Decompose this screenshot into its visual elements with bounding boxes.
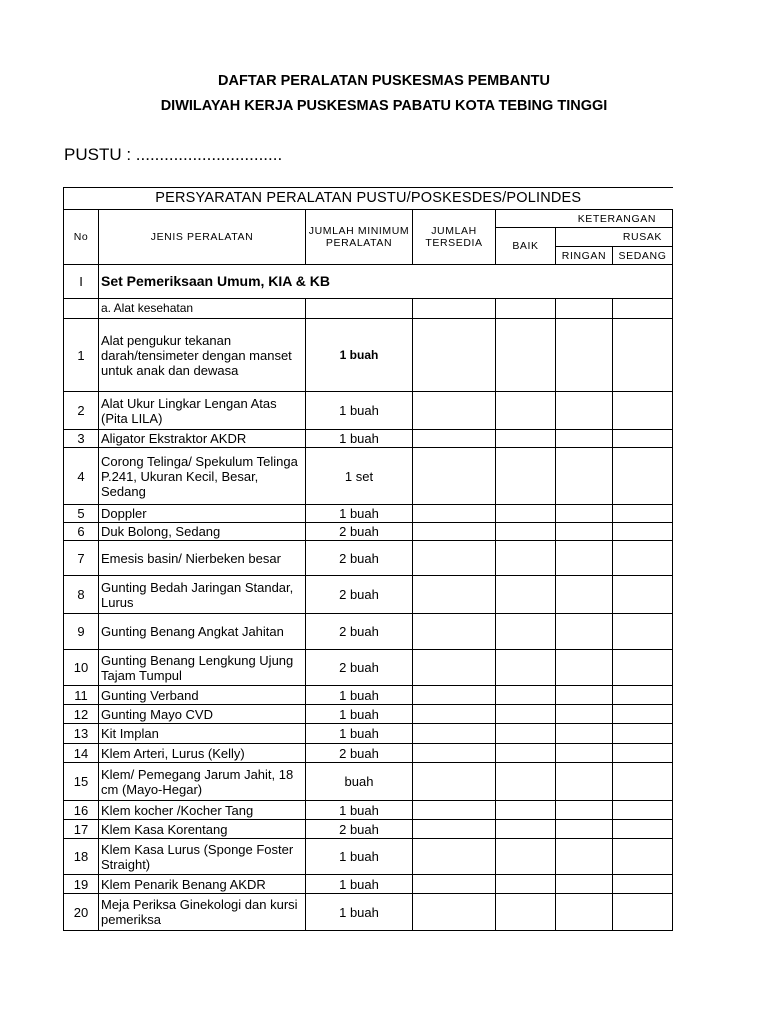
sedang-cell: [613, 430, 673, 448]
table-row: [64, 505, 673, 523]
row-number: 17: [64, 820, 99, 839]
sedang-cell: [613, 505, 673, 523]
minimum-quantity: 1 buah: [306, 686, 413, 705]
ringan-cell: [556, 319, 613, 392]
ringan-cell: [556, 614, 613, 650]
table-row: [64, 820, 673, 839]
equipment-name: Gunting Mayo CVD: [99, 705, 306, 724]
sedang-cell: [613, 724, 673, 744]
sedang-cell: [613, 744, 673, 763]
ringan-cell: [556, 705, 613, 724]
equipment-name: Emesis basin/ Nierbeken besar: [99, 541, 306, 576]
minimum-quantity: 1 buah: [306, 505, 413, 523]
sedang-cell: [613, 576, 673, 614]
minimum-quantity: 2 buah: [306, 650, 413, 686]
equipment-name: Duk Bolong, Sedang: [99, 523, 306, 541]
equipment-name: Alat Ukur Lingkar Lengan Atas (Pita LILA): [99, 392, 306, 430]
available-quantity-cell: [413, 505, 496, 523]
equipment-name: Klem kocher /Kocher Tang: [99, 801, 306, 820]
ringan-cell: [556, 894, 613, 931]
baik-cell: [496, 541, 556, 576]
minimum-quantity: 2 buah: [306, 744, 413, 763]
row-number: 3: [64, 430, 99, 448]
table-row: [64, 523, 673, 541]
table-row: [64, 724, 673, 744]
ringan-cell: [556, 839, 613, 875]
ringan-cell: [556, 650, 613, 686]
available-quantity-cell: [413, 724, 496, 744]
pustu-label: PUSTU : ...............................: [64, 145, 283, 164]
table-row: [64, 392, 673, 430]
row-number: 7: [64, 541, 99, 576]
ringan-cell: [556, 541, 613, 576]
equipment-name: Corong Telinga/ Spekulum Telinga P.241, Ukuran Kecil, Besar, Sedang: [99, 448, 306, 505]
available-quantity-cell: [413, 392, 496, 430]
sedang-cell: [613, 541, 673, 576]
minimum-quantity: 1 buah: [306, 392, 413, 430]
col-jenis-header: JENIS PERALATAN: [99, 210, 306, 265]
equipment-name: Klem Kasa Korentang: [99, 820, 306, 839]
baik-cell: [496, 686, 556, 705]
equipment-name: Klem Penarik Benang AKDR: [99, 875, 306, 894]
available-quantity-cell: [413, 705, 496, 724]
baik-cell: [496, 614, 556, 650]
ringan-cell: [556, 820, 613, 839]
baik-cell: [496, 744, 556, 763]
baik-cell: [496, 650, 556, 686]
row-number: 18: [64, 839, 99, 875]
equipment-name: Klem Kasa Lurus (Sponge Foster Straight): [99, 839, 306, 875]
row-number: 11: [64, 686, 99, 705]
available-quantity-cell: [413, 801, 496, 820]
ringan-cell: [556, 430, 613, 448]
table-row: [64, 576, 673, 614]
available-quantity-cell: [413, 614, 496, 650]
equipment-name: Gunting Bedah Jaringan Standar, Lurus: [99, 576, 306, 614]
baik-cell: [496, 705, 556, 724]
sedang-cell: [613, 801, 673, 820]
ringan-cell: [556, 392, 613, 430]
row-number: 5: [64, 505, 99, 523]
available-quantity-cell: [413, 523, 496, 541]
ringan-cell: [556, 576, 613, 614]
sedang-cell: [613, 650, 673, 686]
equipment-name: Meja Periksa Ginekologi dan kursi pemeriksa: [99, 894, 306, 931]
table-main-header: PERSYARATAN PERALATAN PUSTU/POSKESDES/POLINDES: [64, 188, 673, 210]
row-number: 8: [64, 576, 99, 614]
table-row: [64, 705, 673, 724]
available-quantity-cell: [413, 576, 496, 614]
equipment-name: Klem/ Pemegang Jarum Jahit, 18 cm (Mayo-Hegar): [99, 763, 306, 801]
table-row: [64, 839, 673, 875]
subsection-label: a. Alat kesehatan: [99, 299, 306, 319]
table-row: [64, 614, 673, 650]
row-number: 4: [64, 448, 99, 505]
row-number: 9: [64, 614, 99, 650]
table-row: [64, 801, 673, 820]
minimum-quantity: 1 set: [306, 448, 413, 505]
equipment-name: Klem Arteri, Lurus (Kelly): [99, 744, 306, 763]
section-title: Set Pemeriksaan Umum, KIA & KB: [99, 265, 673, 299]
minimum-quantity: 1 buah: [306, 894, 413, 931]
minimum-quantity: 1 buah: [306, 430, 413, 448]
table-row: [64, 448, 673, 505]
document-subtitle: DIWILAYAH KERJA PUSKESMAS PABATU KOTA TEBING TINGGI: [160, 98, 608, 114]
sedang-cell: [613, 448, 673, 505]
ringan-cell: [556, 686, 613, 705]
sedang-cell: [613, 839, 673, 875]
equipment-table: [63, 187, 673, 931]
row-number: 20: [64, 894, 99, 931]
equipment-name: Gunting Benang Angkat Jahitan: [99, 614, 306, 650]
available-quantity-cell: [413, 650, 496, 686]
available-quantity-cell: [413, 744, 496, 763]
table-row: [64, 894, 673, 931]
equipment-name: Aligator Ekstraktor AKDR: [99, 430, 306, 448]
ringan-cell: [556, 448, 613, 505]
col-baik-header: BAIK: [496, 228, 556, 265]
equipment-name: Kit Implan: [99, 724, 306, 744]
available-quantity-cell: [413, 541, 496, 576]
col-jumlah-tersedia-header: JUMLAH TERSEDIA: [413, 210, 496, 265]
baik-cell: [496, 448, 556, 505]
baik-cell: [496, 505, 556, 523]
baik-cell: [496, 820, 556, 839]
minimum-quantity: 2 buah: [306, 523, 413, 541]
row-number: 6: [64, 523, 99, 541]
table-row: [64, 541, 673, 576]
section-number: I: [64, 265, 99, 299]
row-number: 14: [64, 744, 99, 763]
available-quantity-cell: [413, 763, 496, 801]
baik-cell: [496, 801, 556, 820]
document-title: DAFTAR PERALATAN PUSKESMAS PEMBANTU: [218, 73, 550, 89]
equipment-name: Doppler: [99, 505, 306, 523]
table-row: [64, 319, 673, 392]
col-ringan-header: RINGAN: [556, 247, 613, 265]
minimum-quantity: 2 buah: [306, 576, 413, 614]
ringan-cell: [556, 875, 613, 894]
minimum-quantity: 2 buah: [306, 541, 413, 576]
row-number: 15: [64, 763, 99, 801]
minimum-quantity: 1 buah: [306, 875, 413, 894]
row-number: 1: [64, 319, 99, 392]
sedang-cell: [613, 705, 673, 724]
table-row: [64, 763, 673, 801]
col-keterangan-header: KETERANGAN: [496, 210, 673, 228]
ringan-cell: [556, 801, 613, 820]
baik-cell: [496, 894, 556, 931]
row-number: 13: [64, 724, 99, 744]
baik-cell: [496, 875, 556, 894]
available-quantity-cell: [413, 430, 496, 448]
sedang-cell: [613, 686, 673, 705]
ringan-cell: [556, 744, 613, 763]
available-quantity-cell: [413, 686, 496, 705]
ringan-cell: [556, 505, 613, 523]
baik-cell: [496, 319, 556, 392]
minimum-quantity: 2 buah: [306, 614, 413, 650]
row-number: 16: [64, 801, 99, 820]
equipment-name: Gunting Verband: [99, 686, 306, 705]
available-quantity-cell: [413, 894, 496, 931]
col-sedang-header: SEDANG: [613, 247, 673, 265]
table-row: [64, 686, 673, 705]
ringan-cell: [556, 523, 613, 541]
col-no-header: No: [64, 210, 99, 265]
row-number: 10: [64, 650, 99, 686]
baik-cell: [496, 763, 556, 801]
minimum-quantity: 1 buah: [306, 319, 413, 392]
minimum-quantity: 1 buah: [306, 705, 413, 724]
sedang-cell: [613, 523, 673, 541]
table-row: [64, 650, 673, 686]
available-quantity-cell: [413, 319, 496, 392]
equipment-name: Alat pengukur tekanan darah/tensimeter dengan manset untuk anak dan dewasa: [99, 319, 306, 392]
row-number: 2: [64, 392, 99, 430]
ringan-cell: [556, 763, 613, 801]
baik-cell: [496, 430, 556, 448]
table-row: [64, 430, 673, 448]
minimum-quantity: 1 buah: [306, 801, 413, 820]
sedang-cell: [613, 319, 673, 392]
sedang-cell: [613, 875, 673, 894]
baik-cell: [496, 392, 556, 430]
baik-cell: [496, 839, 556, 875]
available-quantity-cell: [413, 820, 496, 839]
minimum-quantity: 2 buah: [306, 820, 413, 839]
col-rusak-header: RUSAK: [556, 228, 673, 247]
minimum-quantity: buah: [306, 763, 413, 801]
baik-cell: [496, 523, 556, 541]
row-number: 19: [64, 875, 99, 894]
table-row: [64, 875, 673, 894]
ringan-cell: [556, 724, 613, 744]
baik-cell: [496, 724, 556, 744]
sedang-cell: [613, 894, 673, 931]
sedang-cell: [613, 614, 673, 650]
sedang-cell: [613, 763, 673, 801]
row-number: 12: [64, 705, 99, 724]
table-row: [64, 744, 673, 763]
sedang-cell: [613, 392, 673, 430]
col-jumlah-minimum-header: JUMLAH MINIMUM PERALATAN: [306, 210, 413, 265]
equipment-name: Gunting Benang Lengkung Ujung Tajam Tumpul: [99, 650, 306, 686]
available-quantity-cell: [413, 875, 496, 894]
minimum-quantity: 1 buah: [306, 724, 413, 744]
baik-cell: [496, 576, 556, 614]
sedang-cell: [613, 820, 673, 839]
minimum-quantity: 1 buah: [306, 839, 413, 875]
available-quantity-cell: [413, 839, 496, 875]
available-quantity-cell: [413, 448, 496, 505]
